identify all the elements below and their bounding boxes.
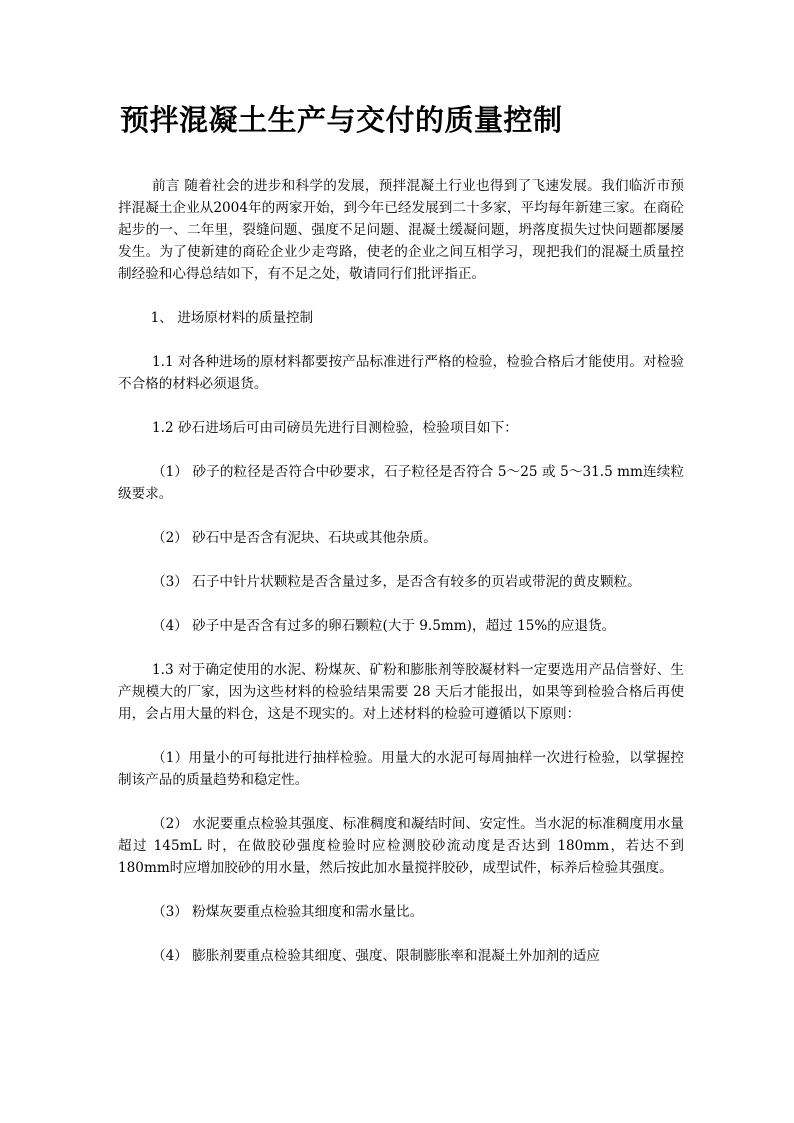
list-item-binder-3: （3） 粉煤灰要重点检验其细度和需水量比。	[152, 904, 424, 920]
document-title: 预拌混凝土生产与交付的质量控制	[120, 103, 563, 137]
list-item-sand-gravel-2: （2） 砂石中是否含有泥块、石块或其他杂质。	[152, 530, 437, 546]
list-item-binder-1: （1）用量小的可每批进行抽样检验。用量大的水泥可每周抽样一次进行检验，以掌握控制该产品的质量趋势和稳定性。	[118, 750, 684, 788]
paragraph-1-2: 1.2 砂石进场后可由司磅员先进行目测检验，检验项目如下：	[152, 420, 518, 436]
paragraph-1-3: 1.3 对于确定使用的水泥、粉煤灰、矿粉和膨胀剂等胶凝材料一定要选用产品信誉好、生产规模大的厂家，因为这些材料的检验结果需要 28 天后才能报出，如果等到检验合格后再使用，会占用大量的料仓，这是不现实的。对上述材料的检验可遵循以下原则：	[118, 662, 684, 722]
list-item-sand-gravel-4: （4） 砂子中是否含有过多的卵石颗粒(大于 9.5mm)，超过 15%的应退货。	[152, 618, 616, 634]
list-item-binder-2: （2） 水泥要重点检验其强度、标准稠度和凝结时间、安定性。当水泥的标准稠度用水量超过 145mL 时，在做胶砂强度检验时应检测胶砂流动度是否达到 180mm，若达不到 180mm时应增加胶砂的用水量，然后按此加水量搅拌胶砂，成型试件，标养后检验其强度。	[118, 816, 684, 876]
paragraph-1-1: 1.1 对各种进场的原材料都要按产品标准进行严格的检验，检验合格后才能使用。对检验不合格的材料必须退货。	[118, 354, 684, 392]
document-body	[118, 175, 684, 989]
paragraph-preface: 前言 随着社会的进步和科学的发展，预拌混凝土行业也得到了飞速发展。我们临沂市预拌混凝土企业从2004年的两家开始，到今年已经发展到二十多家，平均每年新建三家。在商砼起步的一、二年里，裂缝问题、强度不足问题、混凝土缓凝问题，坍落度损失过快问题都屡屡发生。为了使新建的商砼企业少走弯路，使老的企业之间互相学习，现把我们的混凝土质量控制经验和心得总结如下，有不足之处，敬请同行们批评指正。	[118, 178, 684, 282]
list-item-sand-gravel-1: （1） 砂子的粒径是否符合中砂要求，石子粒径是否符合 5～25 或 5～31.5 mm连续粒级要求。	[118, 464, 684, 502]
list-item-sand-gravel-3: （3） 石子中针片状颗粒是否含量过多，是否含有较多的页岩或带泥的黄皮颗粒。	[152, 574, 641, 590]
list-item-binder-4: （4） 膨胀剂要重点检验其细度、强度、限制膨胀率和混凝土外加剂的适应	[152, 948, 600, 964]
section-heading-1: 1、 进场原材料的质量控制	[150, 310, 314, 326]
